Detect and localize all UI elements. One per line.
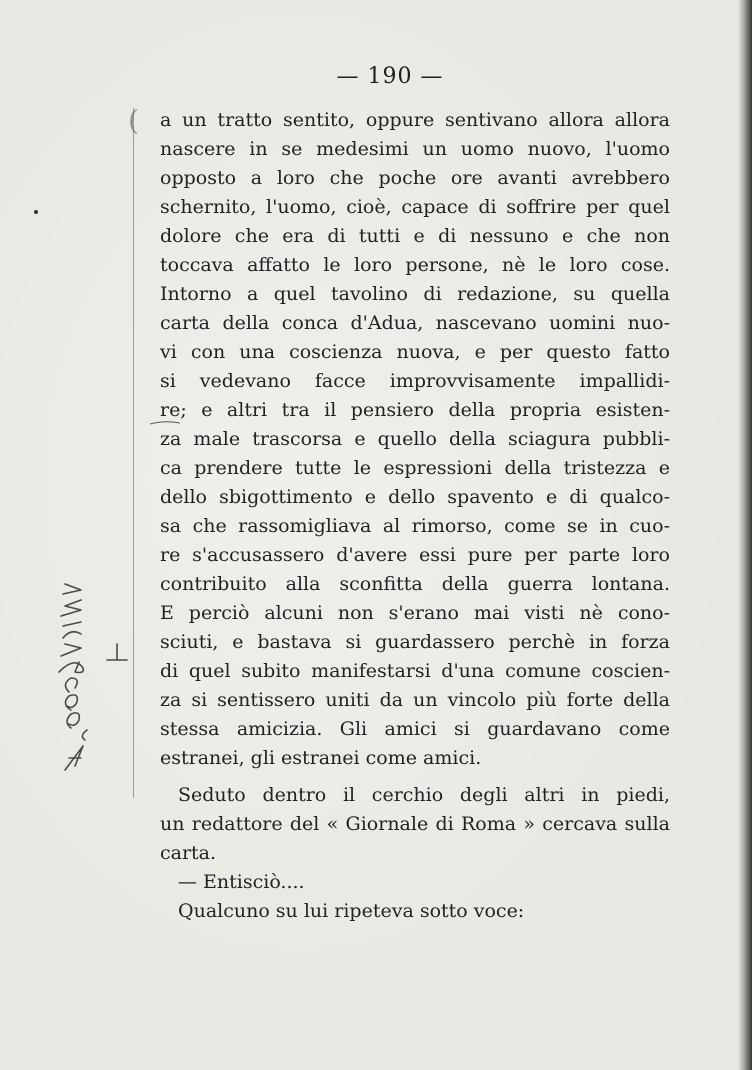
page-binding-shadow [738, 0, 752, 1070]
text-line: un redattore del « Giornale di Roma » cercava sulla [160, 813, 670, 835]
page-text [160, 106, 670, 926]
text-line: di quel subito manifestarsi d'una comune coscien- [160, 660, 670, 682]
text-line: contribuito alla sconfitta della guerra lontana. [160, 573, 670, 595]
paragraph-3 [160, 868, 670, 897]
text-line: carta. [160, 842, 217, 864]
text-line: a un tratto sentito, oppure sentivano allora allora [160, 109, 670, 131]
text-line: dolore che era di tutti e di nessuno e che non [160, 225, 670, 247]
text-line: Seduto dentro il cerchio degli altri in piedi, [178, 784, 670, 806]
text-line: re s'accusassero d'avere essi pure per parte loro [160, 544, 670, 566]
text-line: sa che rassomigliava al rimorso, come se in cuo- [160, 515, 670, 537]
text-line: estranei, gli estranei come amici. [160, 747, 482, 769]
text-line: toccava affatto le loro persone, nè le loro cose. [160, 254, 670, 276]
margin-dot [34, 210, 38, 214]
text-line: E perciò alcuni non s'erano mai visti nè cono- [160, 602, 670, 624]
text-line: Intorno a quel tavolino di redazione, su quella [160, 283, 670, 305]
text-line: za male trascorsa e quello della sciagura pubbli- [160, 428, 670, 450]
margin-bracket-mark: ( [128, 104, 139, 137]
text-line: za si sentissero uniti da un vincolo più forte della [160, 689, 670, 711]
text-line: opposto a loro che poche ore avanti avrebbero [160, 167, 670, 189]
text-line: Qualcuno su lui ripeteva sotto voce: [178, 900, 525, 922]
paragraph-2 [160, 781, 670, 868]
text-line: re; e altri tra il pensiero della propria esisten- [160, 399, 670, 421]
text-line: schernito, l'uomo, cioè, capace di soffrire per quel [160, 196, 670, 218]
text-line: ca prendere tutte le espressioni della tristezza e [160, 457, 670, 479]
text-line: stessa amicizia. Gli amici si guardavano come [160, 718, 670, 740]
text-line: sciuti, e bastava si guardassero perchè in forza [160, 631, 670, 653]
text-line: vi con una coscienza nuova, e per questo fatto [160, 341, 670, 363]
page-number: — 190 — [336, 64, 444, 89]
text-line: carta della conca d'Adua, nascevano uomini nuo- [160, 312, 670, 334]
paragraph-4 [160, 897, 670, 926]
text-line: — Entisciò.... [178, 871, 305, 893]
handwritten-signature [35, 560, 165, 780]
paragraph-1 [160, 106, 670, 773]
text-line: dello sbigottimento e dello spavento e di qualco- [160, 486, 670, 508]
text-line: si vedevano facce improvvisamente impallidi- [160, 370, 670, 392]
text-line: nascere in se medesimi un uomo nuovo, l'uomo [160, 138, 670, 160]
